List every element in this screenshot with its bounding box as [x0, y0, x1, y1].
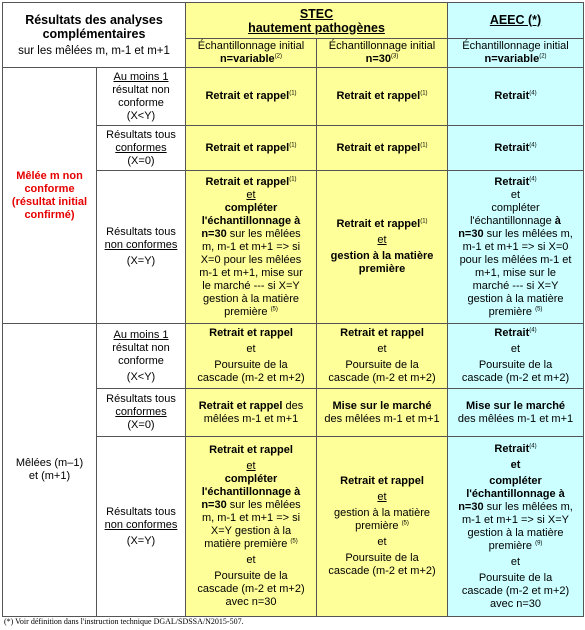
action-cell-stec-variable: Retrait et rappel et Poursuite de la cascade (m-2 et m+2) [186, 324, 317, 389]
action-cell-stec-30: Mise sur le marché des mêlées m-1 et m+1 [317, 389, 448, 437]
sampling-header-stec-30: Échantillonnage initial $n=30^{(3)}$ [317, 39, 448, 68]
result-cell: Résultats tous non conformes (X=Y) [97, 437, 186, 617]
group-label-m: Mêlée m non conforme (résultat initial confirmé) [3, 68, 97, 324]
result-cell: Au moins 1 résultat non conforme (X<Y) [97, 324, 186, 389]
action-cell-stec-variable: Retrait et rappel$^{(1)}$ et compléter l'échantillonnage à n=30 sur les mêlées m, m-1 et m+1 => si X=0 pour les mêlées m-1 et m+1, mise sur le marché --- si X=Y gestion à la matière première $^{(5)}$ [186, 171, 317, 324]
action-cell-stec-30: Retrait et rappel et gestion à la matière première $^{(5)}$ et Poursuite de la cascade (m-2 et m+2) [317, 437, 448, 617]
action-cell-aeec: Retrait$^{(4)}$ [448, 68, 584, 126]
action-cell-aeec: Retrait$^{(4)}$ et compléter l'échantillonnage à n=30 sur les mêlées m, m-1 et m+1 => si X=0 pour les mêlées m-1 et m+1, mise sur le marché --- si X=Y gestion à la matière première $^{(5)}$ [448, 171, 584, 324]
action-cell-stec-30: Retrait et rappel et Poursuite de la cascade (m-2 et m+2) [317, 324, 448, 389]
sampling-header-stec-variable: Échantillonnage initial n=variable$^{(2)}$ [186, 39, 317, 68]
action-cell-aeec: Mise sur le marché des mêlées m-1 et m+1 [448, 389, 584, 437]
table-subtitle: sur les mêlées m, m-1 et m+1 [18, 44, 170, 57]
action-cell-stec-variable: Retrait et rappel et compléter l'échantillonnage à n=30 sur les mêlées m, m-1 et m+1 => si X=Y gestion à la matière première $^{(5)}$ et Poursuite de la cascade (m-2 et m+2) avec n=30 [186, 437, 317, 617]
sampling-header-aeec-variable: Échantillonnage initial n=variable$^{(2)}$ [448, 39, 584, 68]
group-label-m1: Mêlées (m–1) et (m+1) [3, 324, 97, 617]
action-cell-stec-variable: Retrait et rappel des mêlées m-1 et m+1 [186, 389, 317, 437]
action-cell-aeec: Retrait$^{(4)}$ [448, 126, 584, 171]
action-cell-aeec: Retrait$^{(4)}$ et compléter l'échantillonnage à n=30 sur les mêlées m, m-1 et m+1 => si X=Y gestion à la matière première $^{(9)}$ et Poursuite de la cascade (m-2 et m+2) avec n=30 [448, 437, 584, 617]
result-cell: Résultats tous conformes (X=0) [97, 389, 186, 437]
stec-header: STEC hautement pathogènes [186, 3, 448, 39]
action-cell-stec-variable: Retrait et rappel$^{(1)}$ [186, 68, 317, 126]
action-cell-stec-30: Retrait et rappel$^{(1)}$ et gestion à la matière première [317, 171, 448, 324]
action-cell-aeec: Retrait$^{(4)}$ et Poursuite de la cascade (m-2 et m+2) [448, 324, 584, 389]
result-cell: Résultats tous conformes (X=0) [97, 126, 186, 171]
table-title-cell [3, 3, 186, 68]
result-cell: Résultats tous non conformes (X=Y) [97, 171, 186, 324]
footnote: (*) Voir définition dans l'instruction technique DGAL/SDSSA/N2015-507. [4, 617, 244, 626]
result-cell: Au moins 1 résultat non conforme (X<Y) [97, 68, 186, 126]
action-cell-stec-30: Retrait et rappel$^{(1)}$ [317, 68, 448, 126]
action-cell-stec-variable: Retrait et rappel$^{(1)}$ [186, 126, 317, 171]
table-title: Résultats des analyses complémentaires [25, 12, 163, 41]
action-cell-stec-30: Retrait et rappel$^{(1)}$ [317, 126, 448, 171]
decision-table [2, 2, 584, 617]
aeec-header: AEEC (*) [448, 3, 584, 39]
